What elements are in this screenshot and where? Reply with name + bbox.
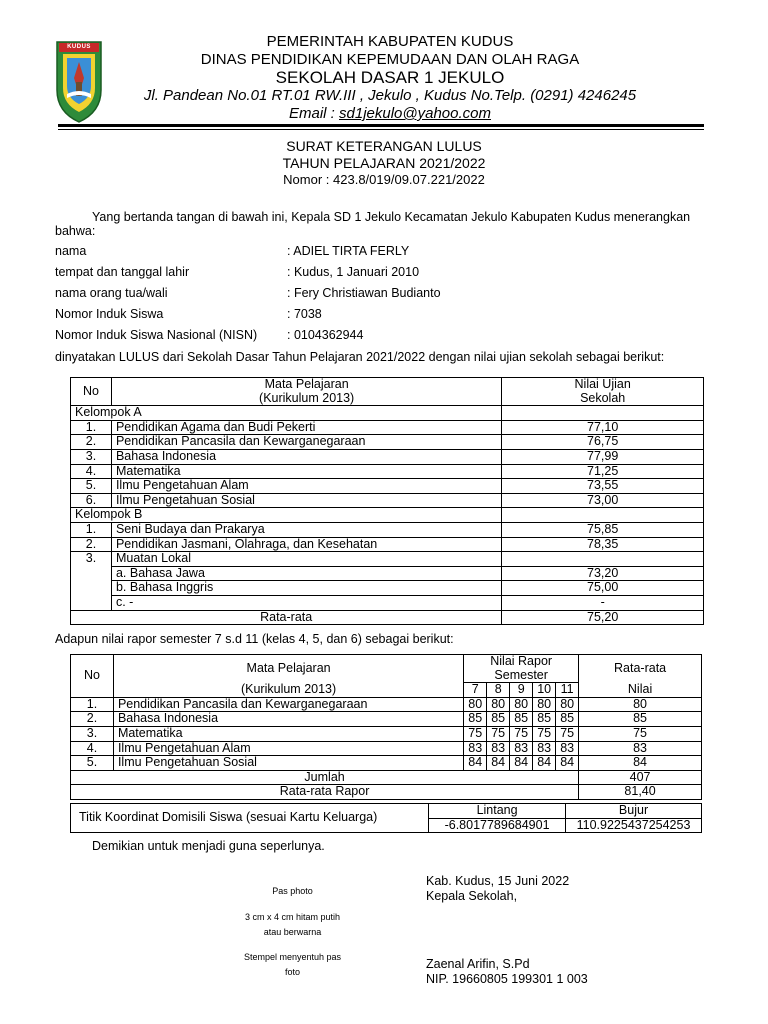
closing-text: Demikian untuk menjadi guna seperlunya.	[92, 839, 325, 853]
letterhead-rule-thick	[58, 124, 704, 127]
coordinates-table	[70, 803, 702, 833]
label-nama: nama	[55, 244, 87, 258]
average-value: 75,20	[502, 610, 704, 625]
photo-note-stamp: Stempel menyentuh pas	[243, 952, 342, 962]
coords-label: Titik Koordinat Domisili Siswa (sesuai Kartu Keluarga)	[71, 804, 429, 833]
rapor-intro: Adapun nilai rapor semester 7 s.d 11 (kelas 4, 5, dan 6) sebagai berikut:	[55, 632, 454, 646]
header-nilai: Nilai	[579, 683, 702, 698]
header-school: SEKOLAH DASAR 1 JEKULO	[275, 68, 505, 87]
signature-place-date: Kab. Kudus, 15 Juni 2022	[426, 874, 570, 888]
group-a-label: Kelompok A	[71, 406, 502, 421]
value-nis: : 7038	[287, 307, 322, 321]
subject-score: 71,25	[502, 464, 704, 479]
photo-note-color: atau berwarna	[263, 927, 322, 937]
header-average: Rata-rata	[579, 655, 702, 683]
group-row	[71, 508, 704, 523]
row-average: 83	[579, 741, 702, 756]
subject-name: Bahasa Indonesia	[113, 712, 463, 727]
subject-name: Muatan Lokal	[111, 552, 501, 567]
exam-score-table	[70, 377, 704, 625]
photo-note-stamp2: foto	[284, 967, 300, 977]
header-email-link[interactable]: sd1jekulo@yahoo.com	[339, 105, 491, 122]
subject-name: Bahasa Indonesia	[111, 449, 501, 464]
photo-note-size: 3 cm x 4 cm hitam putih	[244, 912, 341, 922]
subject-name: Pendidikan Agama dan Budi Pekerti	[111, 420, 501, 435]
table-row	[71, 595, 704, 610]
row-average: 80	[579, 697, 702, 712]
total-value: 407	[579, 770, 702, 785]
subject-name: Seni Budaya dan Prakarya	[111, 522, 501, 537]
subject-name: Matematika	[113, 726, 463, 741]
semester-header: 7	[464, 683, 487, 698]
total-row	[71, 770, 702, 785]
table-row: 4. Ilmu Pengetahuan Alam 83 83 83 83 83 83	[71, 741, 702, 756]
header-curriculum: (Kurikulum 2013)	[113, 683, 463, 698]
subject-score: 77,99	[502, 449, 704, 464]
photo-note-title: Pas photo	[272, 886, 313, 896]
header-curriculum: (Kurikulum 2013)	[111, 392, 501, 406]
table-header-row	[71, 378, 704, 392]
table-row: 6. Ilmu Pengetahuan Sosial 73,00	[71, 493, 704, 508]
row-average: 85	[579, 712, 702, 727]
header-mapel: Mata Pelajaran	[111, 378, 501, 392]
value-nisn: : 0104362944	[287, 328, 364, 342]
row-average: 84	[579, 756, 702, 771]
table-row: 4. Matematika 71,25	[71, 464, 704, 479]
header-mapel: Mata Pelajaran	[113, 655, 463, 683]
table-row: 3. Bahasa Indonesia 77,99	[71, 449, 704, 464]
average-row	[71, 610, 704, 625]
table-row: 2. Pendidikan Pancasila dan Kewarganegaraan 76,75	[71, 435, 704, 450]
declaration-text: dinyatakan LULUS dari Sekolah Dasar Tahun Pelajaran 2021/2022 dengan nilai ujian sekolah sebagai berikut:	[55, 350, 665, 364]
average-label: Rata-rata	[71, 610, 502, 625]
header-government: PEMERINTAH KABUPATEN KUDUS	[266, 33, 514, 50]
average-label: Rata-rata Rapor	[71, 785, 579, 800]
table-header-row	[71, 655, 702, 683]
header-email-line	[110, 105, 670, 122]
subject-name: Ilmu Pengetahuan Alam	[111, 479, 501, 494]
rapor-score-table	[70, 654, 702, 800]
kudus-regency-logo	[55, 38, 103, 124]
semester-header: 10	[533, 683, 556, 698]
label-ttl: tempat dan tanggal lahir	[55, 265, 190, 279]
average-row	[71, 785, 702, 800]
table-row: 3. Muatan Lokal	[71, 552, 704, 567]
average-value: 81,40	[579, 785, 702, 800]
subject-score: 73,00	[502, 493, 704, 508]
local-subject: a. Bahasa Jawa	[111, 566, 501, 581]
value-ttl: : Kudus, 1 Januari 2010	[287, 265, 420, 279]
doc-title: SURAT KETERANGAN LULUS	[286, 138, 482, 154]
subject-score: 78,35	[502, 537, 704, 552]
subject-name: Pendidikan Pancasila dan Kewarganegaraan	[111, 435, 501, 450]
subject-name: Ilmu Pengetahuan Sosial	[113, 756, 463, 771]
longitude-value: 110.9225437254253	[566, 818, 702, 833]
doc-year: TAHUN PELAJARAN 2021/2022	[282, 155, 486, 171]
header-address: Jl. Pandean No.01 RT.01 RW.III , Jekulo , Kudus No.Telp. (0291) 4246245	[143, 87, 637, 104]
letterhead-rule-thin	[58, 129, 704, 130]
group-row	[71, 406, 704, 421]
row-average: 75	[579, 726, 702, 741]
subject-score: 73,55	[502, 479, 704, 494]
header-department: DINAS PENDIDIKAN KEPEMUDAAN DAN OLAH RAGA	[200, 51, 580, 68]
subject-name: Matematika	[111, 464, 501, 479]
subject-score: 77,10	[502, 420, 704, 435]
header-email-label: Email :	[289, 105, 340, 122]
local-subject: b. Bahasa Inggris	[111, 581, 501, 596]
semester-header: 9	[510, 683, 533, 698]
header-semester: Nilai Rapor Semester	[464, 655, 579, 683]
table-row: 1. Seni Budaya dan Prakarya 75,85	[71, 522, 704, 537]
subject-name: Pendidikan Pancasila dan Kewarganegaraan	[113, 697, 463, 712]
total-label: Jumlah	[71, 770, 579, 785]
longitude-label: Bujur	[566, 804, 702, 819]
latitude-value: -6.8017789684901	[429, 818, 566, 833]
table-row: 2. Pendidikan Jasmani, Olahraga, dan Kesehatan 78,35	[71, 537, 704, 552]
table-row	[71, 581, 704, 596]
local-subject: c. -	[111, 595, 501, 610]
coords-header-row	[71, 804, 702, 819]
subject-score: -	[502, 595, 704, 610]
table-header-row	[71, 683, 702, 698]
group-b-label: Kelompok B	[71, 508, 502, 523]
semester-header: 11	[556, 683, 579, 698]
table-row: 5. Ilmu Pengetahuan Alam 73,55	[71, 479, 704, 494]
subject-score: 75,00	[502, 581, 704, 596]
subject-name: Ilmu Pengetahuan Alam	[113, 741, 463, 756]
latitude-label: Lintang	[429, 804, 566, 819]
label-nisn: Nomor Induk Siswa Nasional (NISN)	[55, 328, 258, 342]
subject-score: 76,75	[502, 435, 704, 450]
doc-number: Nomor : 423.8/019/09.07.221/2022	[283, 172, 485, 187]
signature-nip: NIP. 19660805 199301 1 003	[426, 972, 588, 986]
table-row: 2. Bahasa Indonesia 85 85 85 85 85 85	[71, 712, 702, 727]
table-row: 1. Pendidikan Agama dan Budi Pekerti 77,10	[71, 420, 704, 435]
value-nama: : ADIEL TIRTA FERLY	[287, 244, 410, 258]
table-row: 3. Matematika 75 75 75 75 75 75	[71, 726, 702, 741]
intro-paragraph: Yang bertanda tangan di bawah ini, Kepala SD 1 Jekulo Kecamatan Jekulo Kabupaten Kudus menerangkan bahwa:	[55, 210, 691, 238]
subject-name: Pendidikan Jasmani, Olahraga, dan Kesehatan	[111, 537, 501, 552]
header-no: No	[71, 655, 114, 698]
semester-header: 8	[487, 683, 510, 698]
table-row: 1. Pendidikan Pancasila dan Kewarganegaraan 80 80 80 80 80 80	[71, 697, 702, 712]
table-header-row	[71, 392, 704, 406]
signature-position: Kepala Sekolah,	[426, 889, 518, 903]
subject-score: 75,85	[502, 522, 704, 537]
header-nilai: Nilai Ujian	[502, 378, 704, 392]
table-row: 5. Ilmu Pengetahuan Sosial 84 84 84 84 84 84	[71, 756, 702, 771]
header-no: No	[71, 378, 112, 406]
label-nis: Nomor Induk Siswa	[55, 307, 164, 321]
logo-text: KUDUS	[67, 44, 91, 50]
label-parent: nama orang tua/wali	[55, 286, 168, 300]
value-parent: : Fery Christiawan Budianto	[287, 286, 441, 300]
subject-score: 73,20	[502, 566, 704, 581]
table-row	[71, 566, 704, 581]
header-sekolah: Sekolah	[502, 392, 704, 406]
subject-name: Ilmu Pengetahuan Sosial	[111, 493, 501, 508]
signature-name: Zaenal Arifin, S.Pd	[426, 957, 530, 971]
